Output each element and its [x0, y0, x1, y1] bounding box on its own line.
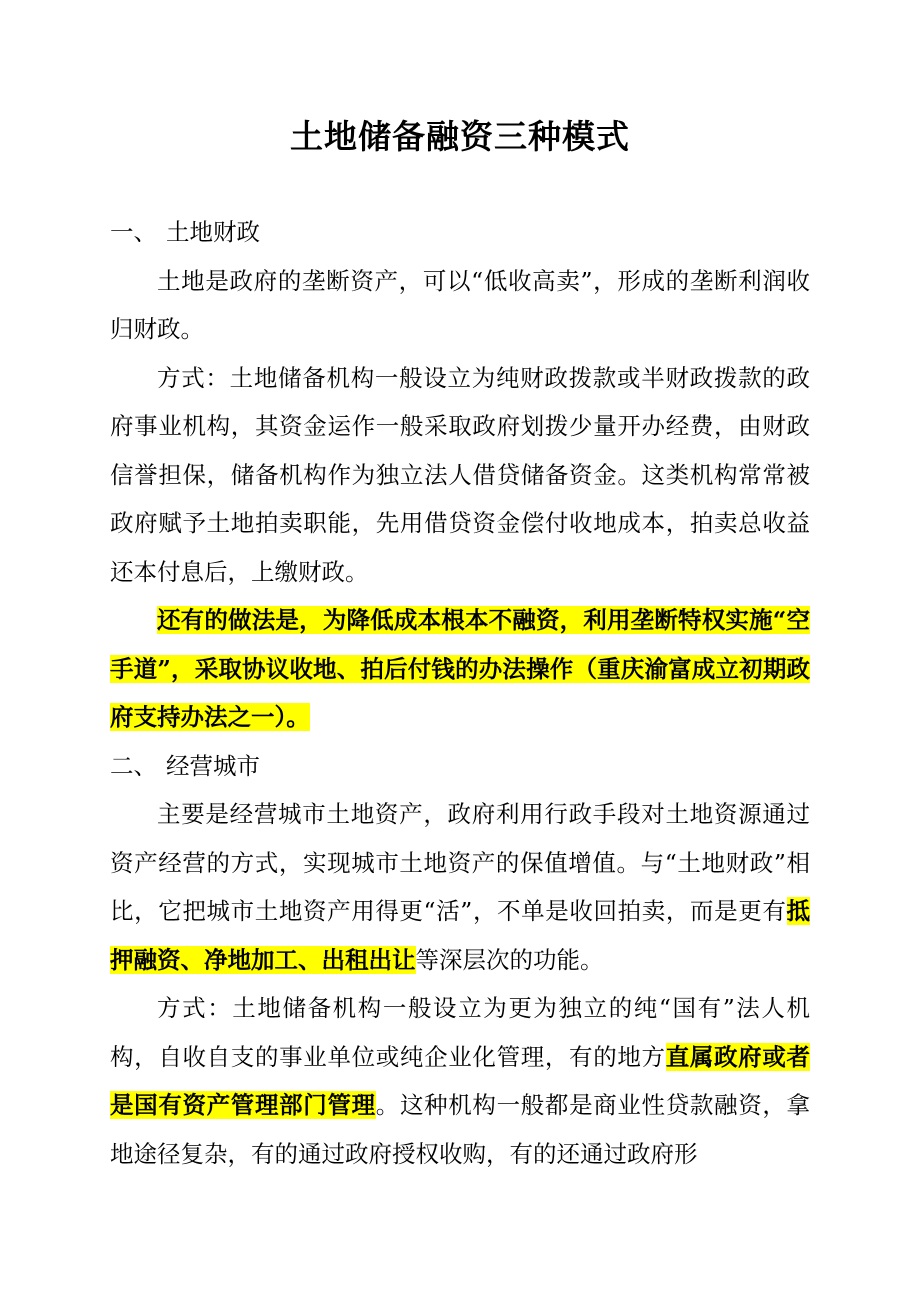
section-2-paragraph-2-text-a: 方式：土地储备机构一般设立为更为独立的纯“国有”法人机构，自收自支的事业单位或纯企业化管理，有的地方 — [110, 994, 810, 1071]
section-heading-2 — [110, 742, 810, 791]
highlighted-text: 直属政府或者是国有资产管理部门管理 — [110, 1042, 811, 1119]
section-1-paragraph-1: 土地是政府的垄断资产，可以“低收高卖”，形成的垄断利润收归财政。 — [110, 266, 810, 343]
section-1-paragraph-2: 方式：土地储备机构一般设立为纯财政拨款或半财政拨款的政府事业机构，其资金运作一般采取政府划拨少量开办经费，由财政信誉担保，储备机构作为独立法人借贷储备资金。这类机构常常被政府赋予土地拍卖职能，先用借贷资金偿付收地成本，拍卖总收益还本付息后，上缴财政。 — [110, 363, 810, 586]
document-title: 土地储备融资三种模式 — [290, 117, 630, 156]
section-heading-text-2: 经营城市 — [166, 751, 260, 780]
highlighted-text: 还有的做法是，为降低成本根本不融资，利用垄断特权实施“空手道”，采取协议收地、拍后付钱的办法操作（重庆渝富成立初期政府支持办法之一）。 — [110, 606, 810, 731]
section-2-paragraph-2 — [110, 984, 810, 1178]
section-number-1: 一、 — [110, 218, 157, 246]
highlighted-text: 抵押融资、净地加工、出租出让 — [110, 897, 810, 974]
document-body — [110, 208, 810, 1178]
section-heading-1 — [110, 208, 810, 257]
section-number-2: 二、 — [110, 751, 157, 780]
section-2-paragraph-2-text-b: 。这种机构一般都是商业性贷款融资，拿地途径复杂，有的通过政府授权收购，有的还通过政府形 — [110, 1091, 811, 1168]
section-1-highlight-paragraph — [110, 596, 810, 742]
section-heading-text-1: 土地财政 — [166, 218, 260, 246]
section-2-paragraph-1 — [110, 790, 810, 984]
section-2-paragraph-1-text-a: 主要是经营城市土地资产，政府利用行政手段对土地资源通过资产经营的方式，实现城市土地资产的保值增值。与“土地财政”相比，它把城市土地资产用得更“活”，不单是收回拍卖，而是更有 — [110, 800, 810, 925]
section-2-paragraph-1-text-b: 等深层次的功能。 — [415, 945, 604, 974]
